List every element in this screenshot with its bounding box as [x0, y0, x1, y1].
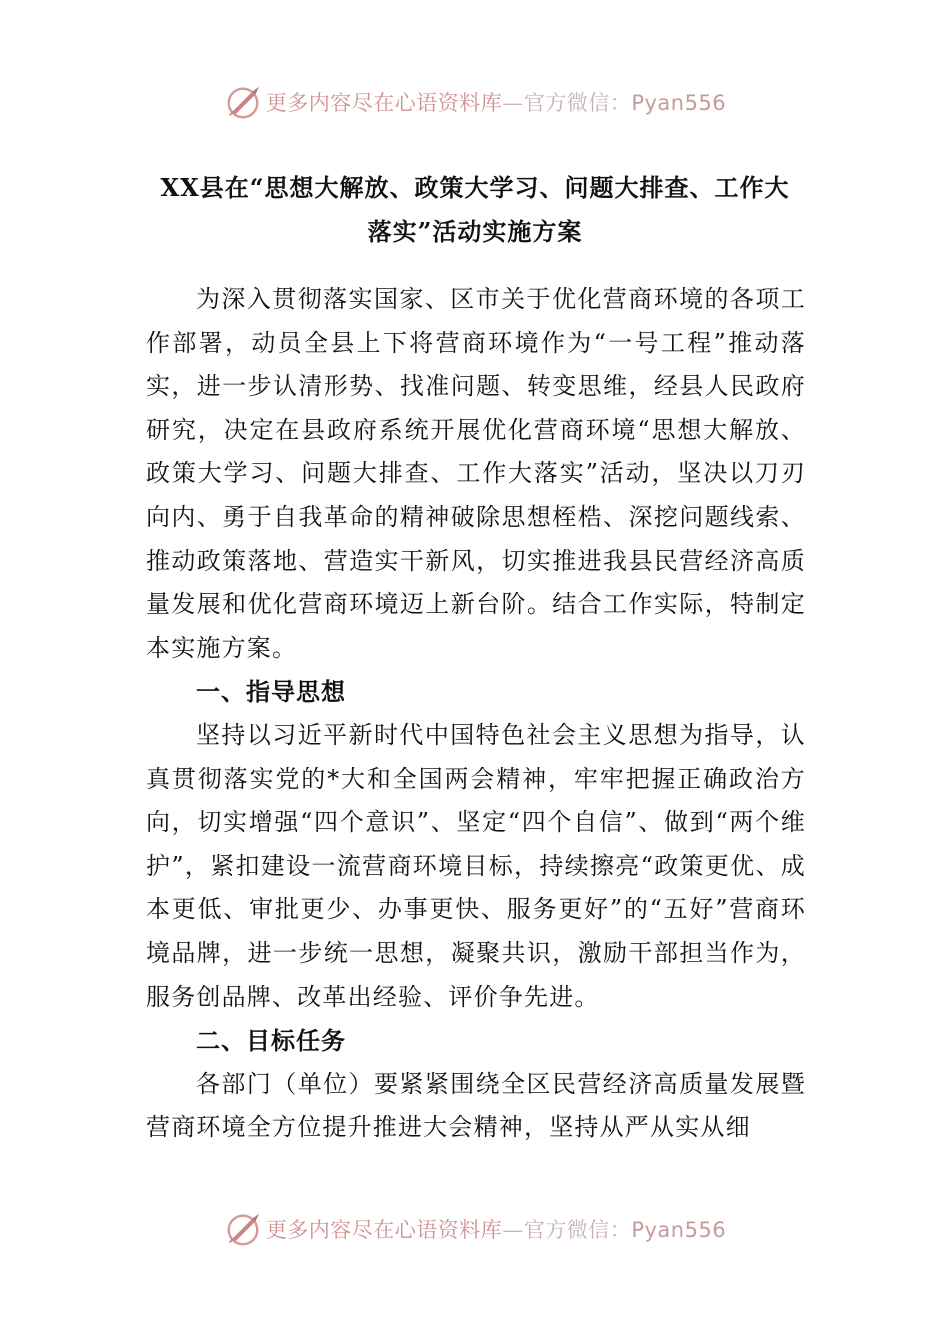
- intro-paragraph: 为深入贯彻落实国家、区市关于优化营商环境的各项工作部署，动员全县上下将营商环境作为“一号工程”推动落实，进一步认清形势、找准问题、转变思维，经县人民政府研究，决定在县政府系统开展优化营商环境“思想大解放、政策大学习、问题大排查、工作大落实”活动，坚决以刀刃向内、勇于自我革命的精神破除思想桎梏、深挖问题线索、推动政策落地、营造实干新风，切实推进我县民营经济高质量发展和优化营商环境迈上新台阶。结合工作实际，特制定本实施方案。: [146, 285, 806, 662]
- watermark-brand: 更多内容尽在心语资料库: [265, 91, 503, 115]
- document-title: [140, 166, 810, 254]
- pen-quill-logo-icon: [224, 83, 262, 121]
- section-heading-goals: 二、目标任务: [196, 1026, 346, 1056]
- watermark-wechat-id: Pyan556: [631, 1218, 727, 1242]
- title-line-1: XX县在“思想大解放、政策大学习、问题大排查、工作大: [160, 173, 790, 202]
- header-watermark: [0, 80, 950, 124]
- section-2-paragraph: 各部门（单位）要紧紧围绕全区民营经济高质量发展暨营商环境全方位提升推进大会精神，坚持从严从实从细: [146, 1069, 806, 1142]
- section-heading-guiding-thought: 一、指导思想: [196, 677, 346, 707]
- watermark-separator: —: [502, 91, 524, 115]
- watermark-brand: 更多内容尽在心语资料库: [265, 1218, 503, 1242]
- title-line-2: 落实”活动实施方案: [367, 217, 583, 246]
- watermark-separator: —: [502, 1218, 524, 1242]
- section-1-paragraph: 坚持以习近平新时代中国特色社会主义思想为指导，认真贯彻落实党的*大和全国两会精神，牢牢把握正确政治方向，切实增强“四个意识”、坚定“四个自信”、做到“两个维护”，紧扣建设一流营商环境目标，持续擦亮“政策更优、成本更低、审批更少、办事更快、服务更好”的“五好”营商环境品牌，进一步统一思想，凝聚共识，激励干部担当作为，服务创品牌、改革出经验、评价争先进。: [146, 720, 806, 1011]
- document-body: [146, 278, 806, 1150]
- footer-watermark: [0, 1207, 950, 1251]
- watermark-wechat-label: 官方微信：: [523, 1218, 632, 1242]
- pen-quill-logo-icon: [224, 1210, 262, 1248]
- watermark-wechat-label: 官方微信：: [523, 91, 632, 115]
- watermark-wechat-id: Pyan556: [631, 91, 727, 115]
